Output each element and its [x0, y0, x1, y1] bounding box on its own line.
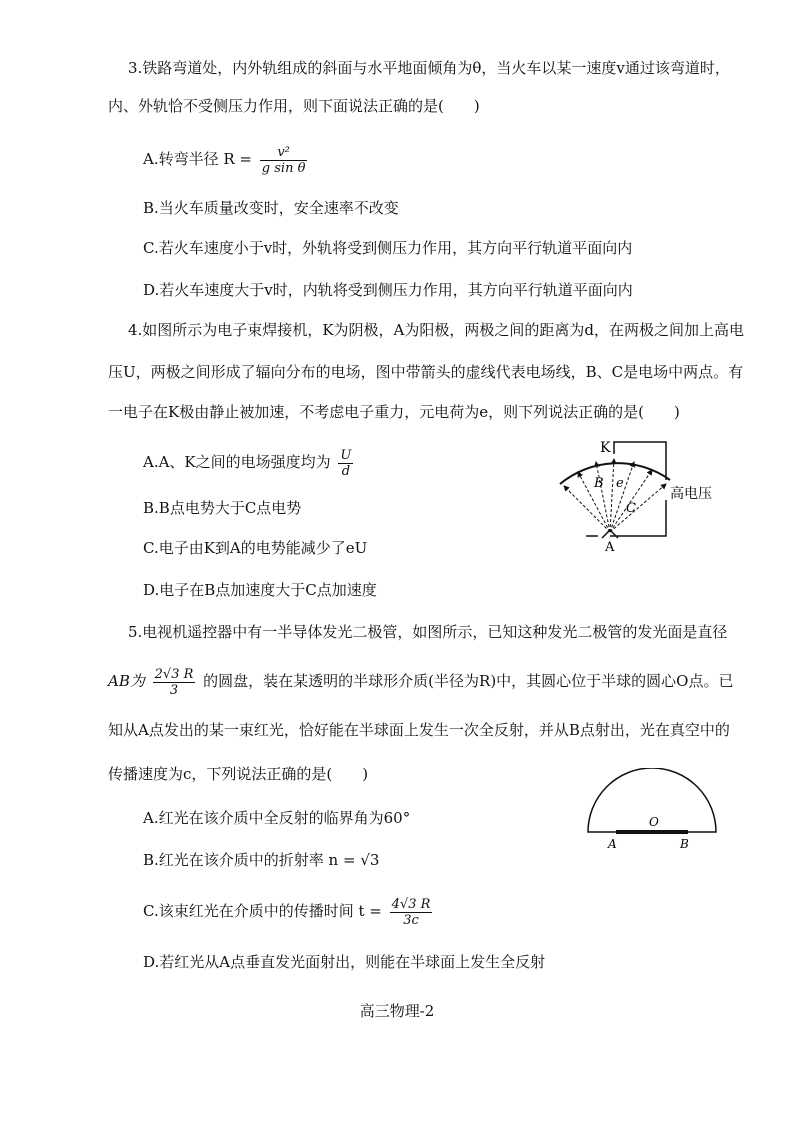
q4-stem-line2: 压U，两极之间形成了辐向分布的电场，图中带箭头的虚线代表电场线，B、C是电场中两点。有: [108, 363, 744, 381]
q4-option-a: [143, 445, 356, 479]
q4-option-a-den: d: [341, 463, 351, 479]
q3-option-d: D.若火车速度大于v时，内轨将受到侧压力作用，其方向平行轨道平面向内: [143, 281, 633, 299]
q4-option-d: D.电子在B点加速度大于C点加速度: [143, 581, 377, 599]
cathode-arc: [560, 463, 670, 484]
q3-stem-line2: 内、外轨恰不受侧压力作用，则下面说法正确的是( ): [108, 97, 480, 115]
q4-figure-diagram: [550, 432, 730, 554]
q5-option-c-den: 3c: [403, 912, 419, 928]
q4-option-a-text: A.A、K之间的电场强度均为: [143, 453, 331, 471]
label-b: B: [680, 837, 689, 851]
label-a: A: [608, 837, 617, 851]
q5-option-c: [143, 894, 435, 928]
label-a: A: [605, 540, 615, 554]
label-high-voltage: 高电压: [670, 486, 712, 502]
q5-option-d: D.若红光从A点垂直发光面射出，则能在半球面上发生全反射: [143, 953, 546, 971]
q5-stem-line3: 知从A点发出的某一束红光，恰好能在半球面上发生一次全反射，并从B点射出，光在真空中的: [108, 721, 730, 739]
q5-option-c-num: 4√3 R: [391, 896, 431, 912]
q5-stem-line2-suffix: 的圆盘，装在某透明的半球形介质(半径为R)中，其圆心位于半球的圆心O点。已: [203, 672, 734, 690]
label-c: C: [626, 501, 636, 516]
cathode-wire: [614, 442, 666, 480]
q5-option-a: A.红光在该介质中全反射的临界角为60°: [143, 809, 411, 827]
q3-option-b: B.当火车质量改变时，安全速率不改变: [143, 199, 399, 217]
q3-option-a-num: v²: [260, 145, 308, 161]
q3-stem-line1: 3.铁路弯道处，内外轨组成的斜面与水平地面倾角为θ，当火车以某一速度v通过该弯道时，: [128, 59, 730, 77]
q4-stem-line3: 一电子在K极由静止被加速，不考虑电子重力，元电荷为e，则下列说法正确的是( ): [108, 403, 680, 421]
field-line-3: [596, 462, 610, 532]
label-k: K: [600, 440, 611, 456]
q5-stem-line2-fraction: [153, 667, 196, 698]
center-point: [650, 830, 654, 834]
field-line-1: [564, 486, 610, 532]
q4-option-a-fraction: [338, 448, 353, 479]
q3-option-a-fraction: [260, 145, 308, 176]
label-e: e: [616, 476, 624, 491]
label-b: B: [594, 476, 604, 491]
label-o: O: [649, 815, 659, 829]
q3-option-a-text: A.转弯半径 R =: [143, 150, 252, 168]
q5-stem-line2: [108, 664, 733, 698]
q5-option-b: B.红光在该介质中的折射率 n = √3: [143, 851, 380, 869]
q5-option-c-text: C.该束红光在介质中的传播时间 t =: [143, 902, 382, 920]
q4-option-c: C.电子由K到A的电势能减少了eU: [143, 539, 368, 557]
q5-stem-line2-num: 2√3 R: [154, 666, 194, 682]
q3-option-c: C.若火车速度小于v时，外轨将受到侧压力作用，其方向平行轨道平面向内: [143, 239, 633, 257]
q5-stem-line2-prefix: AB为: [108, 672, 145, 690]
q5-stem-line1: 5.电视机遥控器中有一半导体发光二极管，如图所示，已知这种发光二极管的发光面是直径: [128, 623, 728, 641]
page-footer: 高三物理-2: [359, 1002, 435, 1020]
q4-option-b: B.B点电势大于C点电势: [143, 499, 302, 517]
q3-option-a-den: g sin θ: [261, 160, 306, 176]
q5-option-c-fraction: [390, 897, 433, 928]
q5-stem-line2-den: 3: [169, 682, 179, 698]
q5-figure-diagram: [582, 768, 722, 858]
anode-wire: [610, 500, 666, 536]
q4-option-a-num: U: [340, 447, 352, 463]
q3-option-a: [143, 140, 310, 178]
q5-stem-line4: 传播速度为c，下列说法正确的是( ): [108, 765, 369, 783]
q4-stem-line1: 4.如图所示为电子束焊接机，K为阴极，A为阳极，两极之间的距离为d，在两极之间加上高电: [128, 321, 744, 339]
